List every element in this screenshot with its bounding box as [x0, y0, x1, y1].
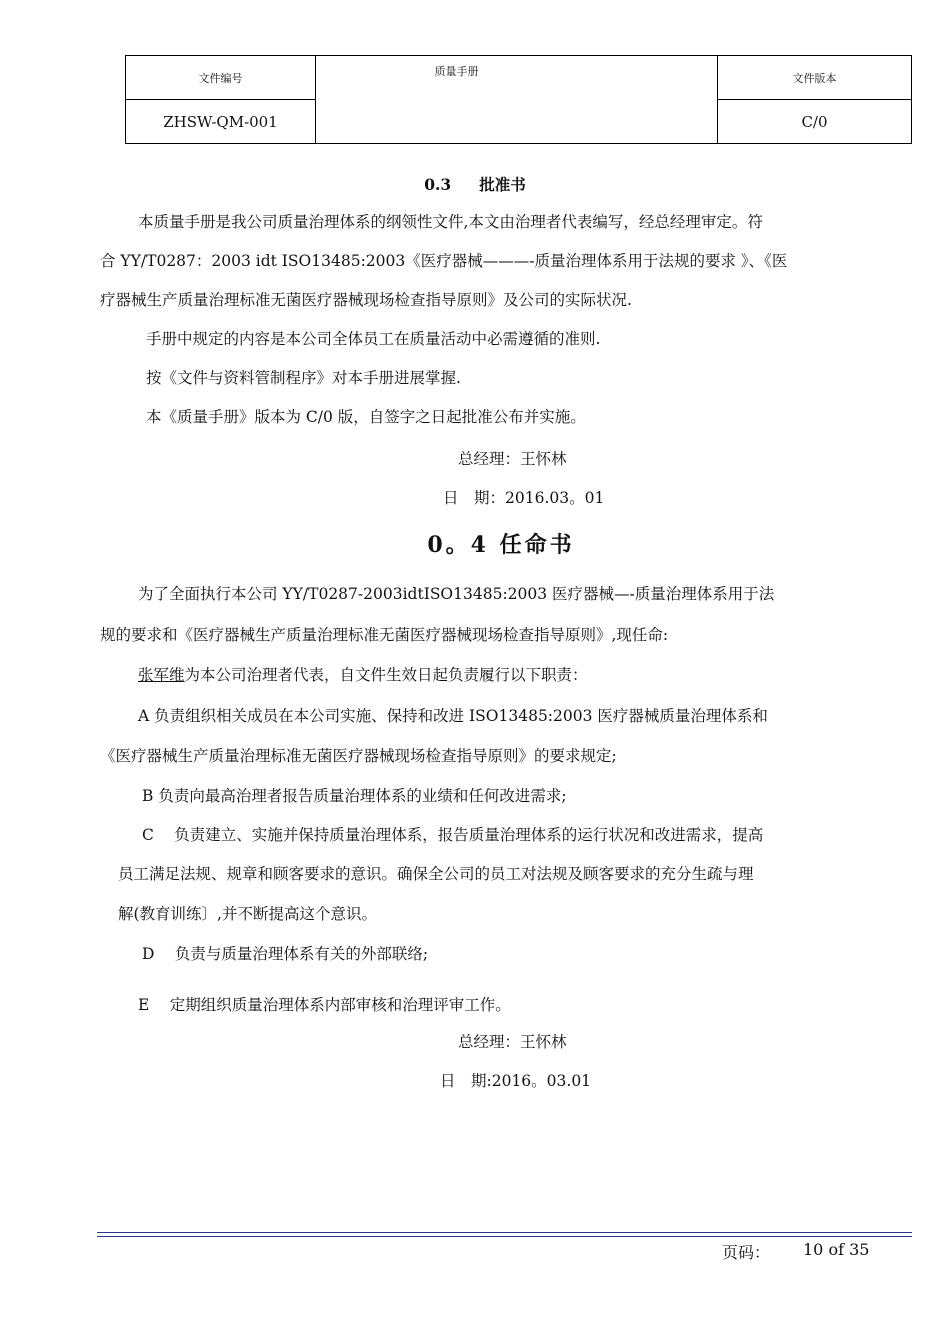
approval-general-manager: 总经理：王怀林: [458, 450, 567, 468]
page-number: 10 of 35: [803, 1240, 870, 1259]
version-value: C/0: [718, 100, 912, 144]
approval-paragraph-4: 本《质量手册》版本为 C/0 版，自签字之日起批准公布并实施。: [146, 408, 586, 426]
section-number: 0.3: [424, 175, 452, 194]
page-label: 页码：: [722, 1243, 771, 1262]
version-label: 文件版本: [718, 56, 912, 100]
approval-paragraph-line-1: 本质量手册是我公司质量治理体系的纲领性文件,本文由治理者代表编写，经总经理审定。符: [138, 213, 763, 231]
document-title: 质量手册: [316, 56, 718, 144]
duty-e: E 定期组织质量治理体系内部审核和治理评审工作。: [138, 996, 511, 1014]
approval-date: 日 期：2016.03。01: [443, 489, 605, 507]
approval-paragraph-line-2: 合 YY/T0287：2003 idt ISO13485:2003《医疗器械———-质量治理体系用于法规的要求 》、《医: [100, 252, 788, 270]
doc-number-label: 文件编号: [126, 56, 316, 100]
doc-number-value: ZHSW-QM-001: [126, 100, 316, 144]
duty-c-line-3: 解(教育训练〕,并不断提高这个意识。: [118, 905, 377, 923]
duty-c-line-2: 员工满足法规、规章和顾客要求的意识。确保全公司的员工对法规及顾客要求的充分生疏与理: [118, 865, 754, 883]
appointee-name: 张军维: [138, 666, 185, 684]
duty-a-line-1: A 负责组织相关成员在本公司实施、保持和改进 ISO13485:2003 医疗器械质量治理体系和: [138, 707, 768, 725]
duty-c-line-1: C 负责建立、实施并保持质量治理体系，报告质量治理体系的运行状况和改进需求，提高: [142, 826, 764, 844]
duty-a-line-2: 《医疗器械生产质量治理标准无菌医疗器械现场检查指导原则》的要求规定;: [100, 747, 617, 765]
appointment-intro-line-2: 规的要求和《医疗器械生产质量治理标准无菌医疗器械现场检查指导原则》,现任命:: [100, 626, 669, 644]
section-0-4-heading: 0。4 任命书: [427, 532, 575, 558]
appointment-text: 为本公司治理者代表，自文件生效日起负责履行以下职责：: [184, 666, 588, 684]
duty-b: B 负责向最高治理者报告质量治理体系的业绩和任何改进需求;: [142, 787, 567, 805]
footer-rule-thick: [97, 1232, 912, 1233]
approval-paragraph-2: 手册中规定的内容是本公司全体员工在质量活动中必需遵循的准则.: [146, 330, 601, 348]
appointment-statement: [138, 665, 588, 685]
duty-d: D 负责与质量治理体系有关的外部联络;: [142, 945, 429, 963]
approval-paragraph-3: 按《文件与资料管制程序》对本手册进展掌握.: [146, 369, 461, 387]
appointment-date: 日 期:2016。03.01: [440, 1072, 592, 1090]
footer-rule-thin: [97, 1236, 912, 1237]
section-title: 批准书: [479, 175, 526, 194]
section-0-3-heading: [0, 173, 950, 195]
appointment-general-manager: 总经理：王怀林: [458, 1033, 567, 1051]
document-header-table: [125, 55, 912, 144]
appointment-intro-line-1: 为了全面执行本公司 YY/T0287-2003idtISO13485:2003 医疗器械—-质量治理体系用于法: [138, 585, 775, 603]
approval-paragraph-line-3: 疗器械生产质量治理标准无菌医疗器械现场检查指导原则》及公司的实际状况.: [100, 291, 632, 309]
